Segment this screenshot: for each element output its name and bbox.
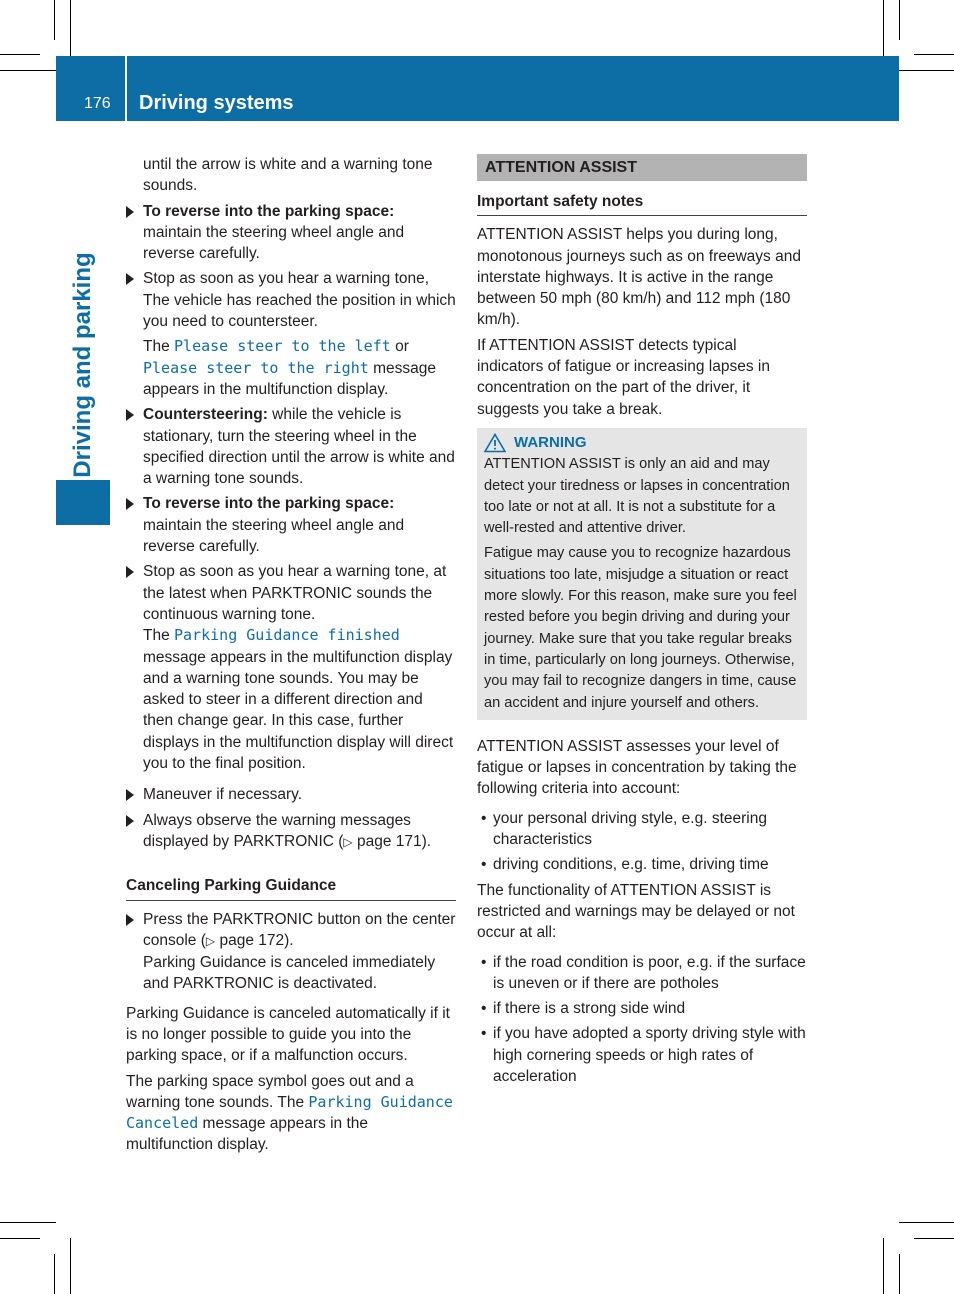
crop-mark	[899, 1254, 900, 1294]
list-item: • driving conditions, e.g. time, driving time	[481, 856, 769, 874]
step-item: Press the PARKTRONIC button on the center console (▷ page 172). Parking Guidance is canceled immediately and PARKTRONIC is deactivated.	[126, 909, 456, 995]
list-item: • if there is a strong side wind	[481, 1000, 686, 1018]
section-heading: ATTENTION ASSIST	[477, 154, 807, 181]
step-item: Countersteering: while the vehicle is stationary, turn the steering wheel in the specified direction until the arrow is white and a warning tone sounds.	[126, 404, 456, 489]
display-message-note: The Please steer to the left or Please steer to the right message appears in the multifunction display.	[143, 337, 436, 398]
crop-mark	[899, 70, 954, 71]
list-item: • if you have adopted a sporty driving style with high cornering speeds or high rates of acceleration	[481, 1025, 806, 1085]
step-arrow-icon	[126, 409, 134, 421]
crop-mark	[54, 0, 55, 40]
step-item: To reverse into the parking space: maintain the steering wheel angle and reverse carefully.	[126, 201, 456, 265]
crop-mark	[0, 1238, 40, 1239]
step-item: To reverse into the parking space: maintain the steering wheel angle and reverse carefully.	[126, 493, 456, 557]
header-divider	[125, 56, 127, 121]
warning-header	[484, 432, 800, 453]
step-arrow-icon	[126, 789, 134, 801]
page-ref-icon: ▷	[343, 834, 353, 849]
paragraph: until the arrow is white and a warning tone sounds.	[143, 156, 433, 195]
list-item: • if the road condition is poor, e.g. if the surface is uneven or if there are potholes	[481, 953, 806, 992]
crop-mark	[899, 0, 900, 40]
paragraph: If ATTENTION ASSIST detects typical indicators of fatigue or increasing lapses in concentration on the part of the driver, it suggests you take a break.	[477, 336, 770, 418]
step-arrow-icon	[126, 914, 134, 926]
display-message: Please steer to the right	[143, 358, 369, 377]
step-arrow-icon	[126, 206, 134, 218]
warning-text: ATTENTION ASSIST is only an aid and may detect your tiredness or lapses in concentration too late or not at all. It is not a substitute for a well-rested and attentive driver.	[484, 456, 790, 537]
crop-mark	[0, 54, 40, 55]
crop-mark	[883, 1238, 884, 1294]
step-arrow-icon	[126, 498, 134, 510]
page-number: 176	[84, 95, 111, 112]
step-item: Stop as soon as you hear a warning tone, The vehicle has reached the position in which you need to countersteer.	[126, 268, 456, 332]
display-message: Please steer to the left	[174, 337, 391, 356]
crop-mark	[54, 1254, 55, 1294]
crop-mark	[0, 1222, 56, 1223]
crop-mark	[914, 54, 954, 55]
page-reference[interactable]: page 171	[356, 832, 422, 850]
crop-mark	[0, 70, 56, 71]
chapter-label-text: Driving and parking	[69, 252, 96, 478]
crop-mark	[899, 1222, 954, 1223]
warning-title: WARNING	[514, 433, 587, 451]
display-message: Parking Guidance Canceled	[126, 1092, 453, 1133]
paragraph: ATTENTION ASSIST helps you during long, monotonous journeys such as on freeways and interstate highways. It is active in the range between 50 mph (80 km/h) and 112 mph (180 km/h).	[477, 226, 801, 329]
crop-mark	[70, 0, 71, 56]
paragraph: Parking Guidance is canceled automatically if it is no longer possible to guide you into the parking space, or if a malfunction occurs.	[126, 1004, 450, 1065]
paragraph: ATTENTION ASSIST assesses your level of fatigue or lapses in concentration by taking the following criteria into account:	[477, 737, 797, 798]
paragraph: The functionality of ATTENTION ASSIST is restricted and warnings may be delayed or not occur at all:	[477, 881, 795, 942]
subsection-heading: Canceling Parking Guidance	[126, 875, 456, 900]
step-item: Stop as soon as you hear a warning tone, at the latest when PARKTRONIC sounds the continuous warning tone. The Parking Guidance finished message appears in the multifunction display and a warning tone sounds. You may be asked to steer in a different direction and then change gear. In this case, further displays in the multifunction display will direct you to the final position.	[126, 561, 456, 774]
paragraph: The parking space symbol goes out and a warning tone sounds. The Parking Guidance Canceled message appears in the multifunction display.	[126, 1072, 453, 1154]
page-reference[interactable]: page 172	[219, 931, 285, 949]
right-column	[477, 154, 807, 1091]
list-item: • your personal driving style, e.g. steering characteristics	[481, 809, 767, 849]
step-item: Maneuver if necessary.	[126, 784, 456, 805]
crop-mark	[883, 0, 884, 56]
step-item: Always observe the warning messages displayed by PARKTRONIC (▷ page 171).	[126, 810, 456, 854]
step-arrow-icon	[126, 566, 134, 578]
chapter-side-label	[56, 252, 110, 478]
step-arrow-icon	[126, 273, 134, 285]
subsection-heading: Important safety notes	[477, 191, 807, 216]
left-column	[126, 154, 456, 1160]
warning-triangle-icon	[484, 433, 506, 453]
display-message: Parking Guidance finished	[174, 626, 400, 645]
crop-mark	[70, 1238, 71, 1294]
page-ref-icon: ▷	[205, 933, 216, 948]
chapter-side-tab	[56, 480, 110, 525]
step-arrow-icon	[126, 815, 134, 827]
warning-text: Fatigue may cause you to recognize hazardous situations too late, misjudge a situation or react more slowly. For this reason, make sure you feel rested before you begin driving and during your journey. Make sure that you take regular breaks in time, particularly on long journeys. Otherwise, you may fail to recognize dangers in time, cause an accident and injure yourself and others.	[484, 545, 797, 711]
page-title: Driving systems	[139, 92, 294, 114]
warning-box	[477, 428, 807, 720]
crop-mark	[914, 1238, 954, 1239]
